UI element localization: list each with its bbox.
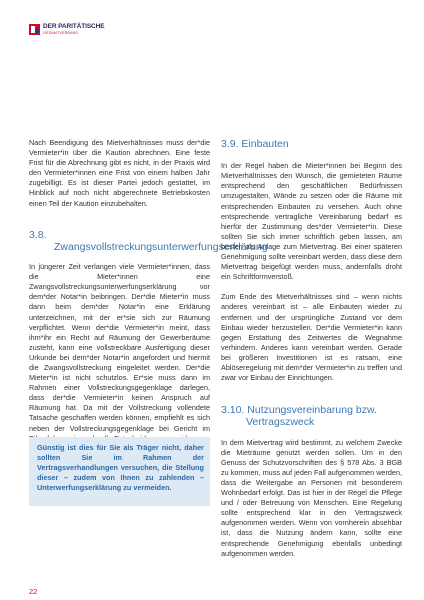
einbauten-paragraph: In der Regel haben die Mieter*innen bei Beginn des Mietverhältnisses den Wunsch, die gemieteten Räume entsprechend den geschäftlichen Bedürfnissen umzugestalten, Wände zu setzen oder die Räume mit entsprechenden Einbauten zu versehen. Auch ohne entsprechende vertragliche Vereinbarung bedarf es hierfür der Zustimmung des*der Vermieter*in. Diese sollten Sie sich immer schriftlich geben lassen, am besten als Anlage zum Mietvertrag. Bei einer späteren Genehmigung sollte vereinbart werden, dass diese dem Mietvertrag beigefügt werden muss, andernfalls droht ein Schriftformverstoß.	[221, 161, 402, 282]
section-heading-3-10	[221, 404, 402, 428]
section-title: Nutzungsvereinbarung bzw. Vertragszweck	[246, 404, 377, 429]
page-number: 22	[29, 587, 38, 596]
vertragszweck-paragraph: In dem Mietvertrag wird bestimmt, zu welchem Zwecke die Mieträume genutzt werden sollen. Um in den Genuss der Schutzvorschriften des § 578 Abs. 3 BGB zu kommen, muss auf jeden Fall aufgenommen werden, dass die Weitergabe an Personen mit besonderem Wohnbedarf erfolgt. Das ist hier in der Regel die Pflege und / oder Betreuung von Menschen. Eine Regelung sollte entsprechend klar in den Vertragszweck aufgenommen werden. Wenn von vornherein absehbar ist, dass die Nutzung ändern kann, sollte eine entsprechende Genehmigung ebenfalls unbedingt aufgenommen werden.	[221, 437, 402, 558]
section-title: Zwangsvollstreckungsunterwerfungserklärung	[54, 240, 268, 253]
section-number: 3.10.	[221, 404, 245, 417]
section-heading-3-8	[29, 228, 268, 253]
logo-subtitle: GESAMTVERBAND	[43, 30, 79, 35]
einbauten-end-paragraph: Zum Ende des Mietverhältnisses sind – wenn nichts anderes vereinbart ist – alle Einbauten wieder zu entfernen und der ursprüngliche Zustand vor dem Einbau wieder herzustellen. Der*die Vermieter*in kann gegen Erstattung des Zeitwertes die Wegnahme verhindern. Anderes kann vereinbart werden. Gerade bei größeren Investitionen ist es ratsam, eine Ablöseregelung mit dem*der Vermieter*in zu treffen und zwar vor Einbau der Einrichtungen.	[221, 292, 402, 383]
publisher-logo	[29, 24, 104, 35]
section-number: 3.8.	[29, 228, 47, 241]
logo-mark-icon	[29, 24, 40, 35]
callout-text: Günstig ist dies für Sie als Träger nicht, daher sollten Sie im Rahmen der Vertragsverhandlungen versuchen, die Stellung dieser – zudem von Ihnen zu zahlenden – Unterwerfungserklärung zu vermeiden.	[37, 443, 204, 493]
section-heading-3-9: 3.9. Einbauten	[221, 138, 289, 150]
logo-text	[43, 24, 104, 35]
kaution-paragraph: Nach Beendigung des Mietverhältnisses muss der*die Vermieter*in über die Kaution abrechnen. Eine feste Frist für die Abrechnung gibt es nicht, in der Praxis wird den Vermieter*innen eine Frist von einem halben Jahr zugebilligt. Es ist dieser Partei jedoch gestattet, im Hinblick auf noch nicht abgerechnete Betriebskosten einen Teil der Kaution einzubehalten.	[29, 138, 210, 208]
zwangsvollstreckung-paragraph: In jüngerer Zeit verlangen viele Vermieter*innen, dass die Mieter*innen eine Zwangsvollstreckungsunterwerfungserklärung vor dem*der Notar*in beibringen. Der*die Mieter*in muss dann beim dem*der Notar*in eine Erklärung unterzeichnen, mit der er*sie sich zur Räumung verpflichtet. Wenn der*die Vermieter*in meint, dass ihm*ihr ein Recht auf Räumung der Gewerberäume zusteht, kann eine vollstreckbare Ausfertigung dieser Urkunde bei dem*der Notar*in angefordert und hiermit die Zwangsvollstreckung eingeleitet werden. Der*die Mieter*in ist nicht schutzlos. Er*sie muss dann im Rahmen einer Vollstreckungsgegenklage darlegen, dass der*die Vermieter*in keinen Anspruch auf Räumung hat. Da mit der Vollstreckung vollendete Tatsache geschaffen werden können, empfiehlt es sich neben der Vollstreckungsgegenklage bei Gericht im	[29, 262, 210, 433]
right-column	[221, 138, 402, 559]
highlight-callout	[29, 437, 210, 506]
logo-name: DER PARITÄTISCHE	[43, 23, 105, 30]
